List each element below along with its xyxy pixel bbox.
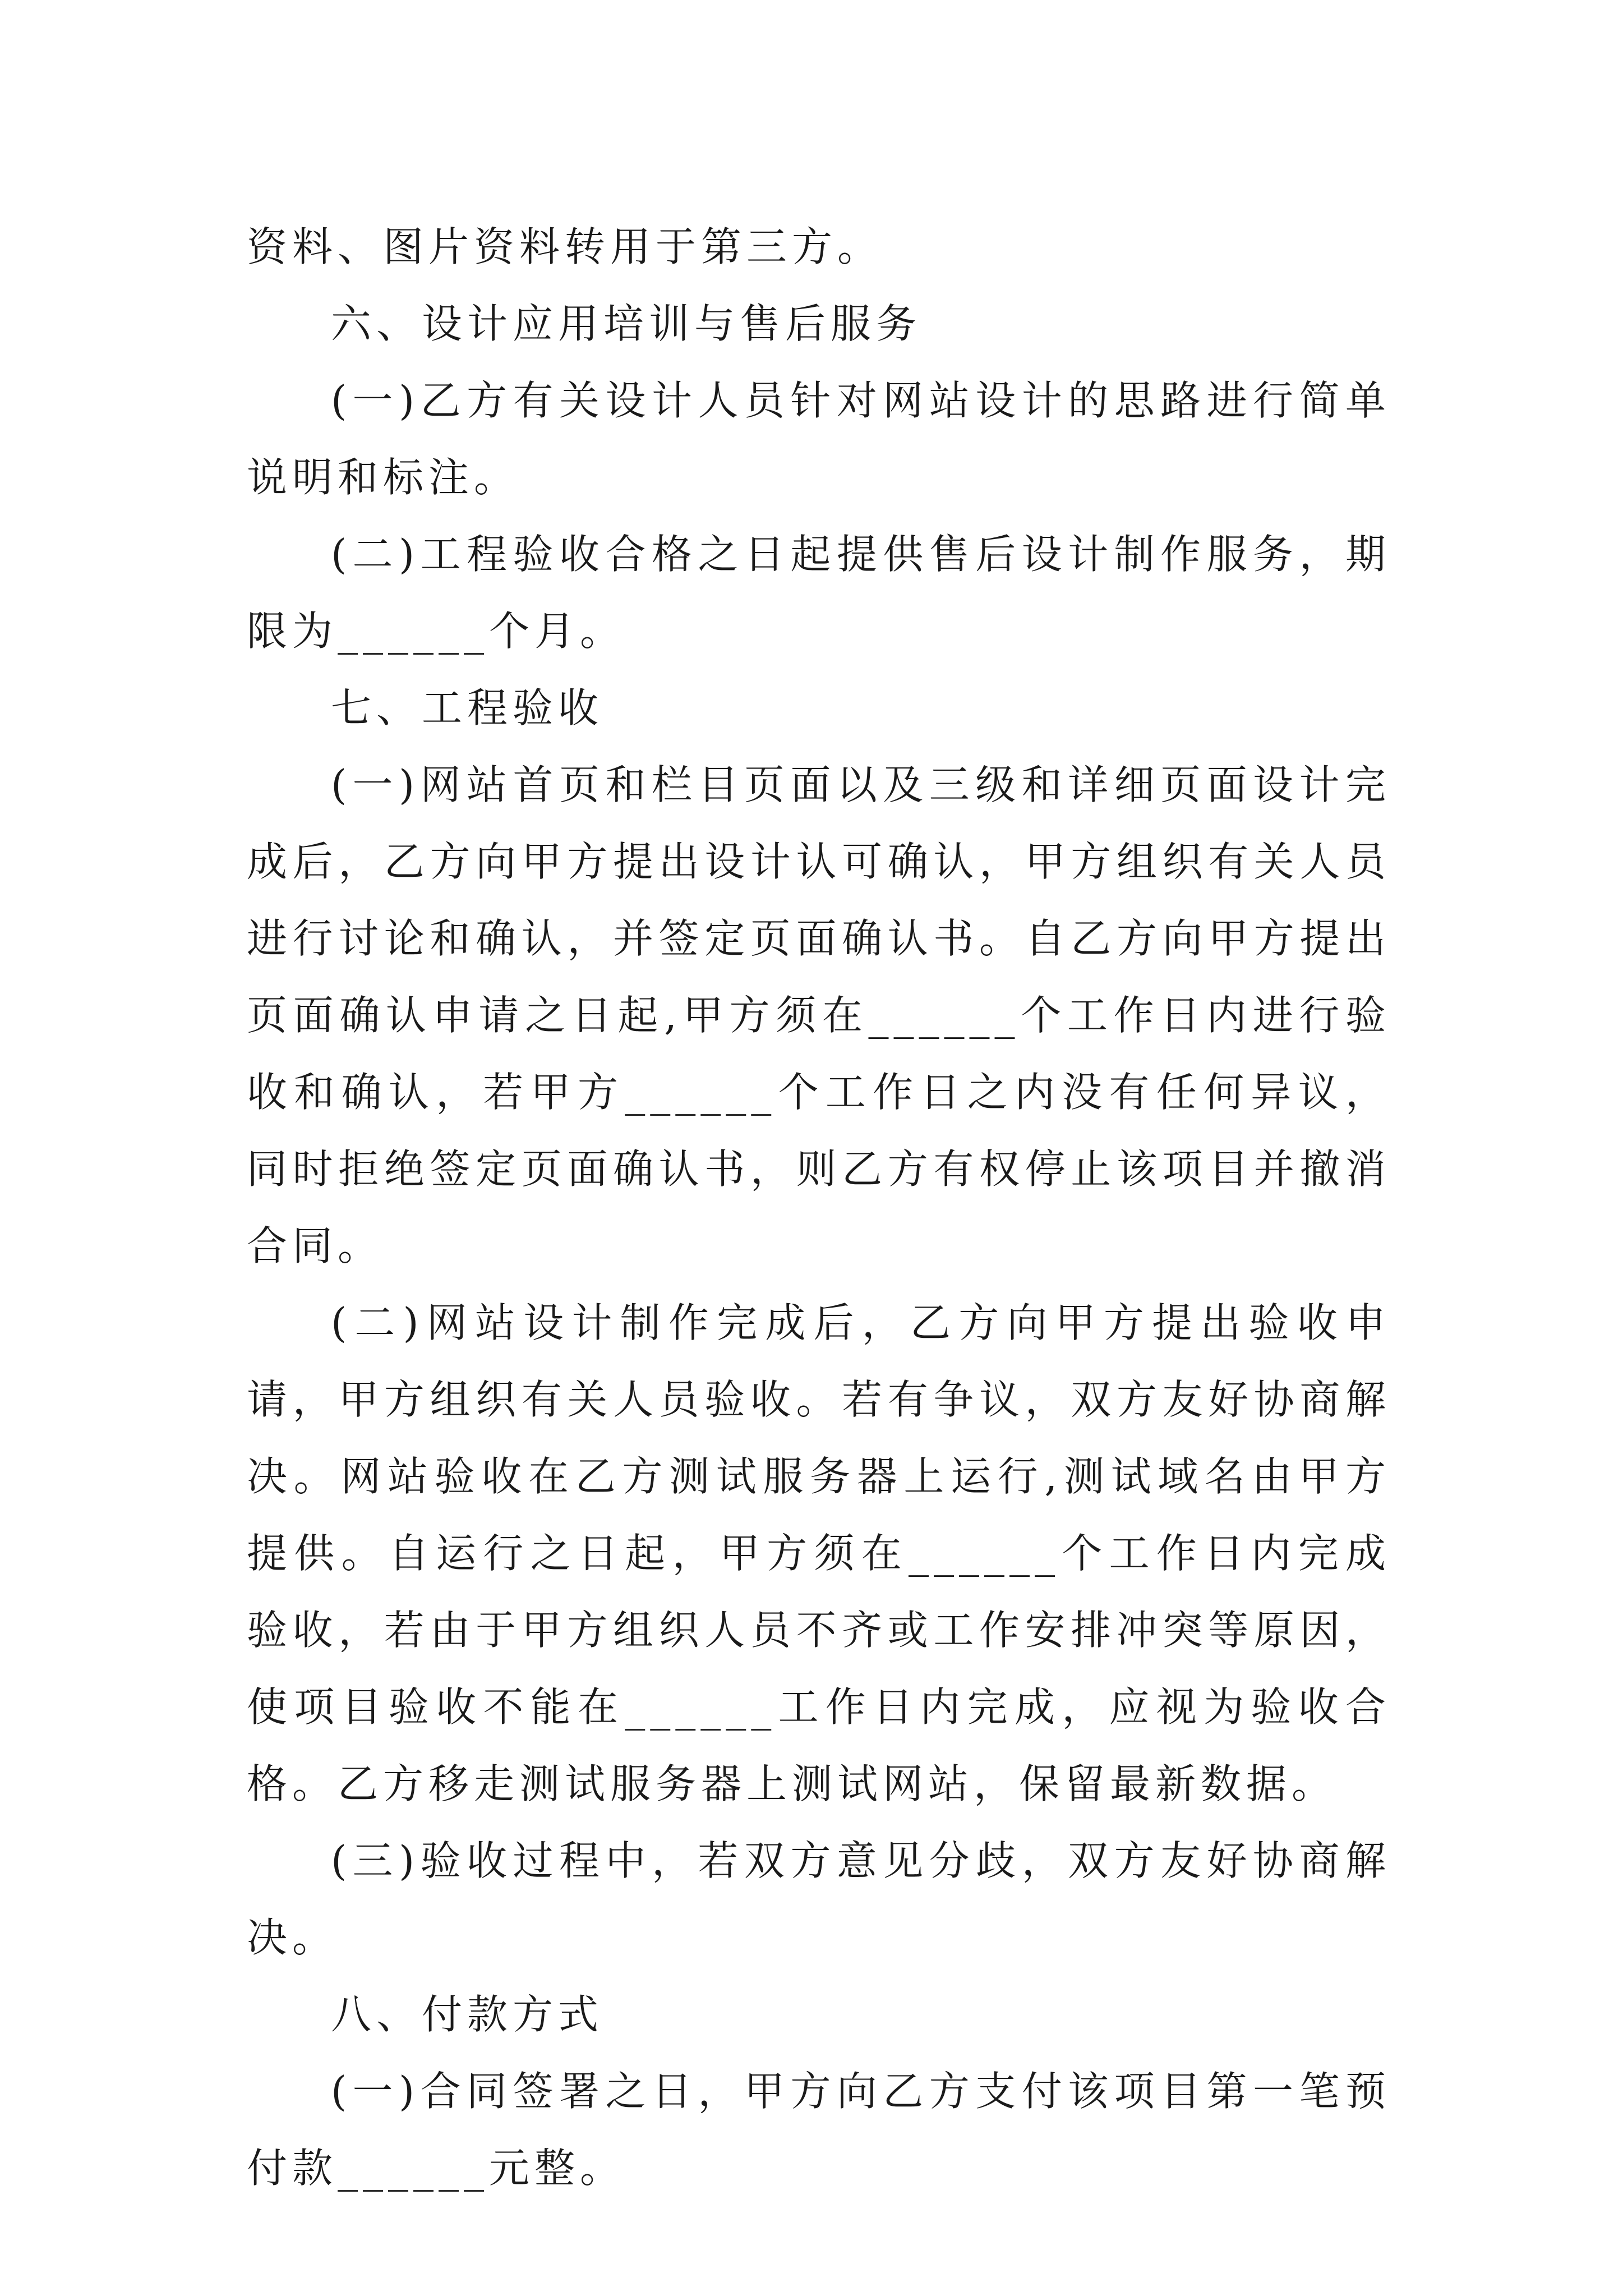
paragraph-7-2: (二)网站设计制作完成后，乙方向甲方提出验收申请，甲方组织有关人员验收。若有争议，双方友好协商解决。网站验收在乙方测试服务器上运行,测试域名由甲方提供。自运行之日起，甲方须在______个工作日内完成验收，若由于甲方组织人员不齐或工作安排冲突等原因，使项目验收不能在______工作日内完成，应视为验收合格。乙方移走测试服务器上测试网站，保留最新数据。 — [247, 1299, 1391, 1807]
section-heading-8: 八、付款方式 — [331, 1991, 604, 2038]
document-body — [247, 209, 1391, 2207]
paragraph-8-1: (一)合同签署之日，甲方向乙方支付该项目第一笔预付款______元整。 — [247, 2068, 1391, 2192]
paragraph-6-2: (二)工程验收合格之日起提供售后设计制作服务，期限为______个月。 — [247, 531, 1391, 655]
paragraph-continuation: 资料、图片资料转用于第三方。 — [247, 223, 883, 270]
paragraph-6-1: (一)乙方有关设计人员针对网站设计的思路进行简单说明和标注。 — [247, 377, 1391, 501]
section-heading-6: 六、设计应用培训与售后服务 — [331, 300, 922, 347]
section-heading-7: 七、工程验收 — [331, 684, 604, 731]
paragraph-7-1: (一)网站首页和栏目页面以及三级和详细页面设计完成后，乙方向甲方提出设计认可确认，甲方组织有关人员进行讨论和确认，并签定页面确认书。自乙方向甲方提出页面确认申请之日起,甲方须在______个工作日内进行验收和确认，若甲方______个工作日之内没有任何异议，同时拒绝签定页面确认书，则乙方有权停止该项目并撤消合同。 — [247, 761, 1391, 1269]
paragraph-7-3: (三)验收过程中，若双方意见分歧，双方友好协商解决。 — [247, 1837, 1391, 1961]
